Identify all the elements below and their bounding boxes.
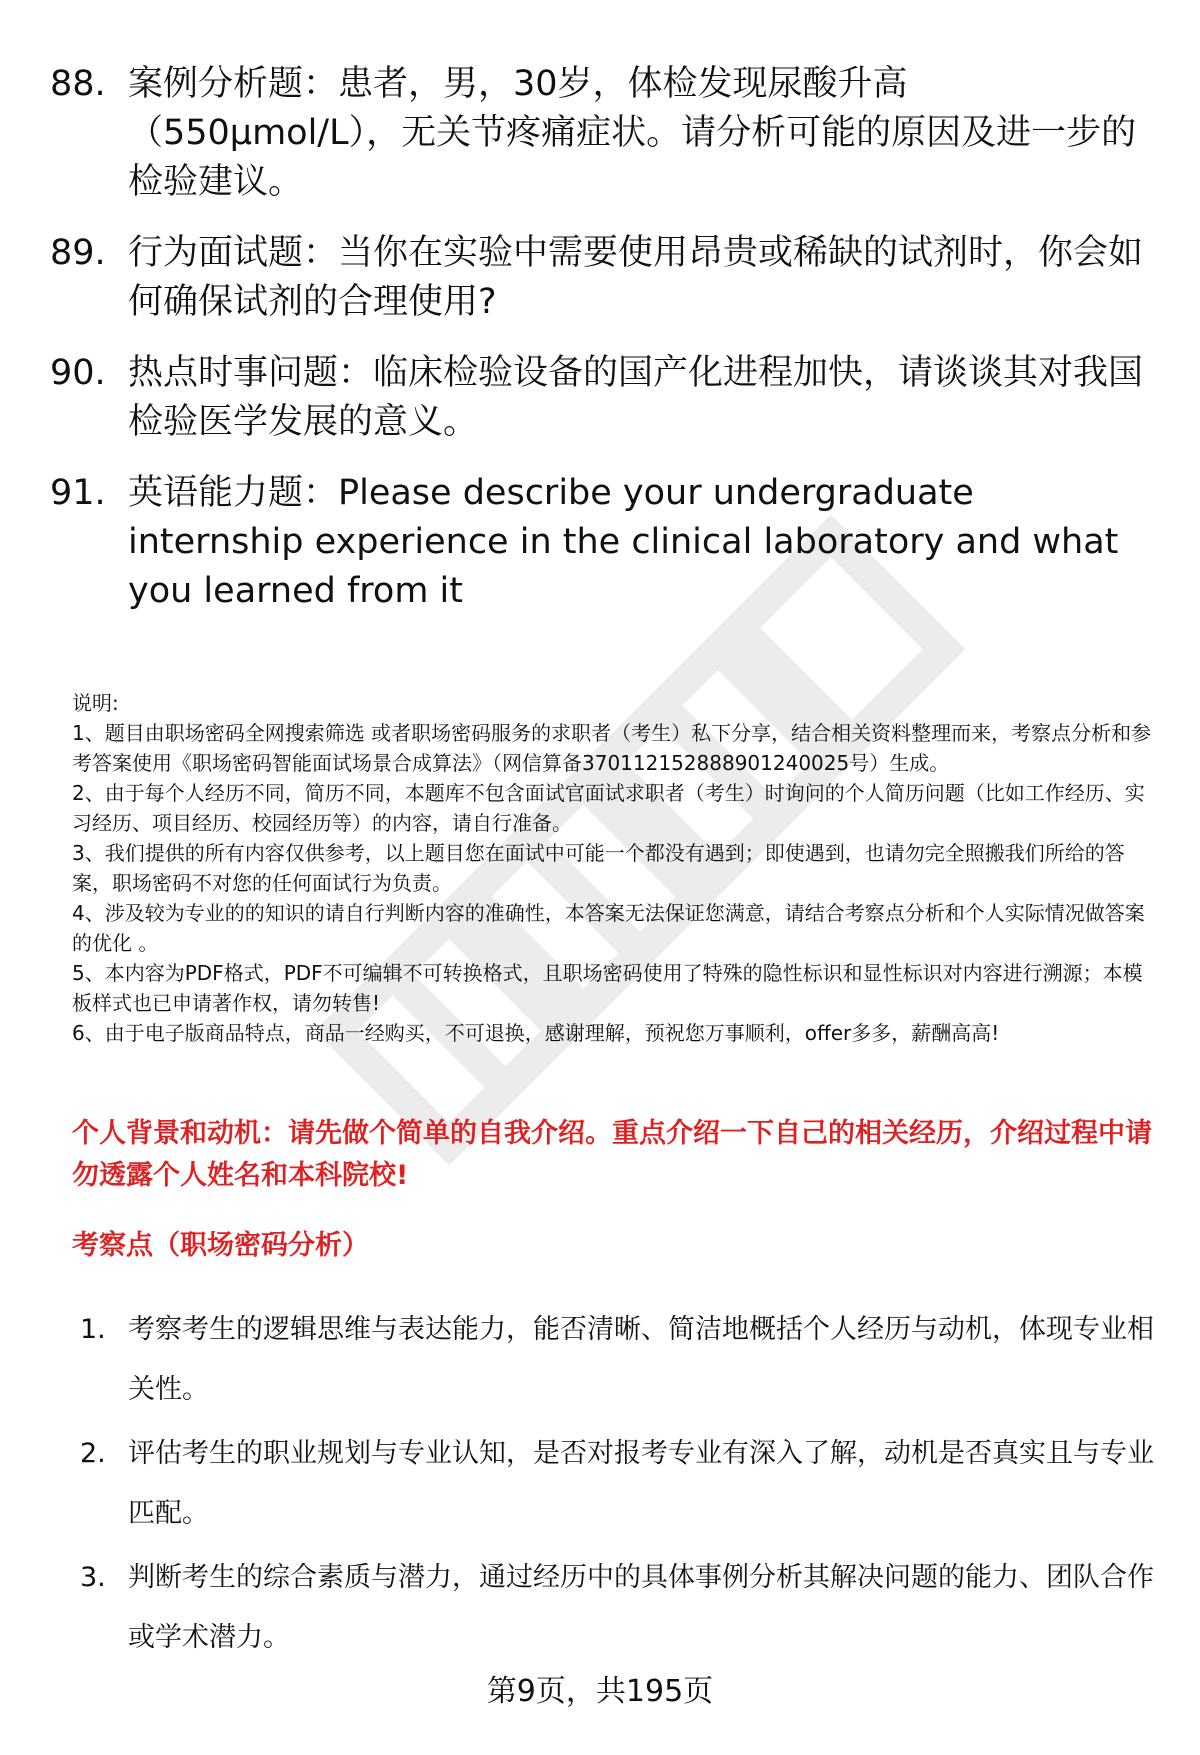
point-text: 判断考生的综合素质与潜力，通过经历中的具体事例分析其解决问题的能力、团队合作或学术潜力。 <box>128 1562 1154 1653</box>
question-item <box>50 349 1160 447</box>
question-number: 88. <box>50 64 106 104</box>
note-item: 3、我们提供的所有内容仅供参考，以上题目您在面试中可能一个都没有遇到；即使遇到，也请勿完全照搬我们所给的答案，职场密码不对您的任何面试行为负责。 <box>72 841 1125 895</box>
note-item: 1、题目由职场密码全网搜索筛选 或者职场密码服务的求职者（考生）私下分享，结合相关资料整理而来，考察点分析和参考答案使用《职场密码智能面试场景合成算法》（网信算备370112152888901240025号）生成。 <box>72 721 1152 775</box>
notes-title: 说明: <box>72 691 119 715</box>
question-number: 89. <box>50 233 106 273</box>
section-heading: 个人背景和动机：请先做个简单的自我介绍。重点介绍一下自己的相关经历，介绍过程中请勿透露个人姓名和本科院校! <box>72 1118 1152 1191</box>
point-number: 3. <box>80 1562 106 1593</box>
question-list <box>50 60 1160 638</box>
question-text: 英语能力题：Please describe your undergraduate internship experience in the clinical laboratory and what you learned from it <box>128 473 1119 611</box>
question-item <box>50 60 1160 207</box>
page-footer: 第9页，共195页 <box>486 1674 714 1709</box>
point-number: 1. <box>80 1314 106 1345</box>
analysis-point <box>80 1424 1160 1544</box>
note-item: 4、涉及较为专业的的知识的请自行判断内容的准确性，本答案无法保证您满意，请结合考察点分析和个人实际情况做答案的优化 。 <box>72 901 1145 955</box>
note-item: 5、本内容为PDF格式，PDF不可编辑不可转换格式，且职场密码使用了特殊的隐性标识和显性标识对内容进行溯源；本模板样式也已申请著作权，请勿转售! <box>72 961 1143 1015</box>
point-text: 考察考生的逻辑思维与表达能力，能否清晰、简洁地概括个人经历与动机，体现专业相关性。 <box>128 1314 1154 1405</box>
analysis-points <box>80 1300 1160 1672</box>
question-item <box>50 229 1160 327</box>
note-item: 6、由于电子版商品特点，商品一经购买，不可退换，感谢理解，预祝您万事顺利，offer多多，薪酬高高! <box>72 1021 1000 1045</box>
question-text: 热点时事问题：临床检验设备的国产化进程加快，请谈谈其对我国检验医学发展的意义。 <box>128 353 1144 442</box>
notes-section <box>72 688 1162 1048</box>
question-number: 90. <box>50 353 106 393</box>
note-item: 2、由于每个人经历不同，简历不同，本题库不包含面试官面试求职者（考生）时询问的个人简历问题（比如工作经历、实习经历、项目经历、校园经历等）的内容，请自行准备。 <box>72 781 1145 835</box>
question-item <box>50 469 1160 616</box>
analysis-point <box>80 1300 1160 1420</box>
question-number: 91. <box>50 473 106 513</box>
question-text: 行为面试题：当你在实验中需要使用昂贵或稀缺的试剂时，你会如何确保试剂的合理使用? <box>128 233 1144 322</box>
point-text: 评估考生的职业规划与专业认知，是否对报考专业有深入了解，动机是否真实且与专业匹配。 <box>128 1438 1154 1529</box>
analysis-heading: 考察点（职场密码分析） <box>72 1230 369 1261</box>
analysis-point <box>80 1548 1160 1668</box>
question-text: 案例分析题：患者，男，30岁，体检发现尿酸升高（550μmol/L），无关节疼痛症状。请分析可能的原因及进一步的检验建议。 <box>128 64 1137 202</box>
point-number: 2. <box>80 1438 106 1469</box>
